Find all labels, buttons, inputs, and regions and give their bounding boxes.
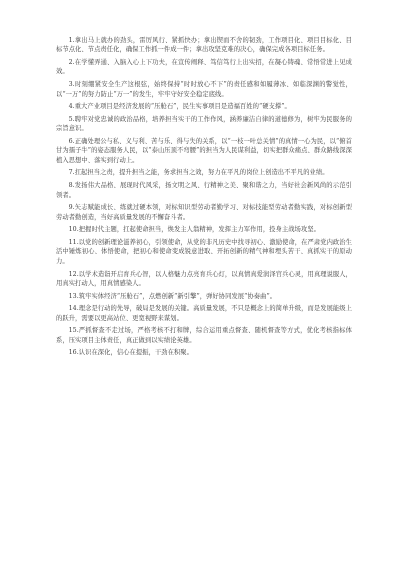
list-item: 6.正确处理公与私、义与利、苦与乐、得与失的关系，以“一枝一叶总关情”的真情一心为民，以“俯首甘为孺子牛”的姿态服务人民，以“泰山压顶不弯腰”的担当为人民谋利益，切实把群众痛点、群众路线深深植入思想中、落实到行动上。 — [56, 138, 352, 164]
list-item: 7.扛起担当之责，提升担当之能，务求担当之效，努力在平凡的岗位上创造出不平凡的业绩。 — [68, 169, 329, 177]
list-item: 12.以学术造诣开启育兵心智，以人格魅力点亮育兵心灯，以真情真爱润泽官兵心灵，用真理说服人，用真实打动人，用真情感染人。 — [56, 270, 352, 287]
list-item: 15.严抓督查不走过场，严格考核不打和牌，综合运用重点督查、随机督查等方式，优化考核指标体系，压实项目主体责任，真正做到以实绩论英雄。 — [56, 327, 352, 344]
list-item: 9.矢志赋能成长、练就过硬本领，对标知识型劳动者勤学习、对标技能型劳动者勤实践，对标创新型劳动者勤创造，当好高质量发展的不懈奋斗者。 — [56, 204, 352, 221]
list-item: 2.在学懂弄通、入脑入心上下功夫，在宣传阐释、笃信笃行上出实招，在凝心铸魂、常悟常进上见成效。 — [56, 59, 352, 76]
list-item: 3.时刻绷紧安全生产这根弦，始终保持“时时放心不下”的责任感和如履薄冰、如临深渊的警觉性，以“一万”的努力防止“万一”的发生，牢牢守好安全稳定底线。 — [56, 81, 352, 98]
list-item: 13.筑牢实体经济“压舱石”，点燃创新“新引擎”，弹好协同发展“协奏曲”。 — [68, 292, 277, 300]
list-item: 11.以党的创新理论滋养初心，引领使命，从党的非凡历史中找寻初心、激励使命，在严肃党内政治生活中锤炼初心、体悟使命，把初心和使命变成锐意进取、开拓创新的精气神和埋头苦干、真抓实干的原动力。 — [56, 239, 352, 265]
list-item: 10.把握时代主题，扛起使命担当，焕发主人翁精神，发挥主力军作用，投身主战场攻坚。 — [68, 226, 320, 234]
list-item: 8.发扬伟大品格、展现时代风采，扬文明之风、行精神之美、聚和谐之力，当好社会新风尚的示范引领者。 — [56, 182, 352, 199]
list-item: 5.聘牢对党忠诚的政治品格，培养担当实干的工作作风，涵养廉洁自律的道德修为，树牢为民服务的宗旨意识。 — [56, 115, 352, 133]
list-item: 4.重大产业项目是经济发展的“压舱石”，民生实事项目是造福百姓的“硬支撑”。 — [68, 103, 291, 111]
list-item: 16.认识在深化，信心在提振，干劲在积聚。 — [68, 349, 194, 357]
list-item: 14.理念是行动的先导，破局是发展的关键。高质量发展，不只是概念上的简单升级，而是发展能级上的跃升，需要以更高站位、更宽视野来谋划。 — [56, 305, 352, 322]
list-item: 1.拿出马上就办的劲头，雷厉风行、紧抓快办；拿出锲而不舍的韧劲，工作项目化、项目目标化、目标节点化、节点责任化，确保工作抓一件成一件；拿出攻坚克难的决心，确保完成各项目标任务。 — [56, 37, 352, 54]
